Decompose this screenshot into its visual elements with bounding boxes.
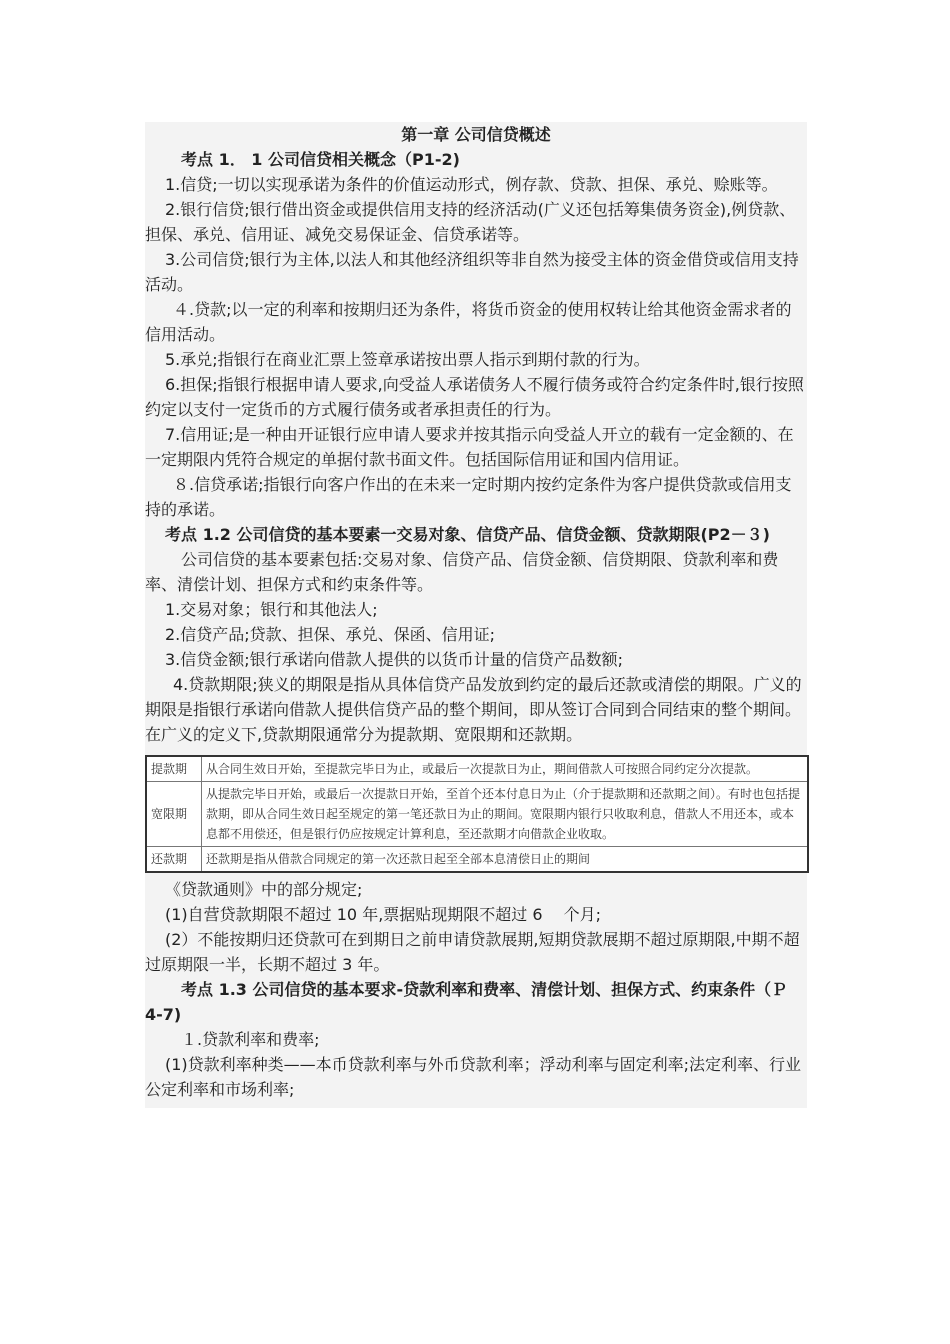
document-page [145, 122, 807, 1108]
paragraph: (1)贷款利率种类——本币贷款利率与外币贷款利率；浮动利率与固定利率;法定利率、行业公定利率和市场利率; [145, 1055, 802, 1099]
paragraph: (2）不能按期归还贷款可在到期日之前申请贷款展期,短期贷款展期不超过原期限,中期不超过原期限一半，长期不超过 3 年。 [145, 930, 800, 974]
table-row [146, 756, 808, 782]
paragraph: (1)自营贷款期限不超过 10 年,票据贴现期限不超过 6 个月; [165, 905, 602, 924]
paragraph: 2.银行信贷;银行借出资金或提供信用支持的经济活动(广义还包括筹集债务资金),例贷款、担保、承兑、信用证、减免交易保证金、信贷承诺等。 [145, 200, 796, 244]
table-row [146, 847, 808, 873]
chapter-title: 第一章 公司信贷概述 [401, 125, 551, 144]
paragraph: 5.承兑;指银行在商业汇票上签章承诺按出票人指示到期付款的行为。 [165, 350, 650, 369]
table-cell-term: 提款期 [146, 756, 202, 782]
section-heading-1-3: 考点 1.3 公司信贷的基本要求-贷款利率和费率、清偿计划、担保方式、约束条件（Ｐ 4-7) [145, 980, 788, 1024]
section-heading-1-1: 考点 1． 1 公司信贷相关概念（P1-2) [181, 150, 460, 169]
paragraph: 7.信用证;是一种由开证银行应申请人要求并按其指示向受益人开立的载有一定金额的、在一定期限内凭符合规定的单据付款书面文件。包括国际信用证和国内信用证。 [145, 425, 794, 469]
loan-period-table [145, 755, 809, 873]
table-cell-desc: 还款期是指从借款合同规定的第一次还款日起至全部本息清偿日止的期间 [202, 847, 809, 873]
table-cell-desc: 从合同生效日开始，至提款完毕日为止，或最后一次提款日为止，期间借款人可按照合同约定分次提款。 [202, 756, 809, 782]
paragraph: 公司信贷的基本要素包括:交易对象、信贷产品、信贷金额、信贷期限、贷款利率和费率、清偿计划、担保方式和约束条件等。 [145, 550, 779, 594]
table-cell-term: 还款期 [146, 847, 202, 873]
paragraph: ４.贷款;以一定的利率和按期归还为条件，将货币资金的使用权转让给其他资金需求者的信用活动。 [145, 300, 792, 344]
table-cell-desc: 从提款完毕日开始，或最后一次提款日开始，至首个还本付息日为止（介于提款期和还款期之间）。有时也包括提款期，即从合同生效日起至规定的第一笔还款日为止的期间。宽限期内银行只收取利息，借款人不用还本，或本息都不用偿还，但是银行仍应按规定计算利息，至还款期才向借款企业收取。 [202, 782, 809, 847]
paragraph: 4.贷款期限;狭义的期限是指从具体信贷产品发放到约定的最后还款或清偿的期限。广义的期限是指银行承诺向借款人提供信贷产品的整个期间，即从签订合同到合同结束的整个期间。在广义的定义下,贷款期限通常分为提款期、宽限期和还款期。 [145, 675, 802, 744]
paragraph: 《贷款通则》中的部分规定; [165, 880, 363, 899]
paragraph: 6.担保;指银行根据申请人要求,向受益人承诺债务人不履行债务或符合约定条件时,银行按照约定以支付一定货币的方式履行债务或者承担责任的行为。 [145, 375, 804, 419]
section-heading-1-2: 考点 1.2 公司信贷的基本要素一交易对象、信贷产品、信贷金额、贷款期限(P2－３) [165, 525, 770, 544]
paragraph: 3.公司信贷;银行为主体,以法人和其他经济组织等非自然为接受主体的资金借贷或信用支持活动。 [145, 250, 799, 294]
table-row [146, 782, 808, 847]
paragraph: ８.信贷承诺;指银行向客户作出的在未来一定时期内按约定条件为客户提供贷款或信用支持的承诺。 [145, 475, 792, 519]
paragraph: 1.信贷;一切以实现承诺为条件的价值运动形式，例存款、贷款、担保、承兑、赊账等。 [165, 175, 778, 194]
paragraph: 1.交易对象；银行和其他法人; [165, 600, 378, 619]
paragraph: 3.信贷金额;银行承诺向借款人提供的以货币计量的信贷产品数额; [165, 650, 624, 669]
paragraph: １.贷款利率和费率; [181, 1030, 320, 1049]
table-cell-term: 宽限期 [146, 782, 202, 847]
paragraph: 2.信贷产品;贷款、担保、承兑、保函、信用证; [165, 625, 496, 644]
